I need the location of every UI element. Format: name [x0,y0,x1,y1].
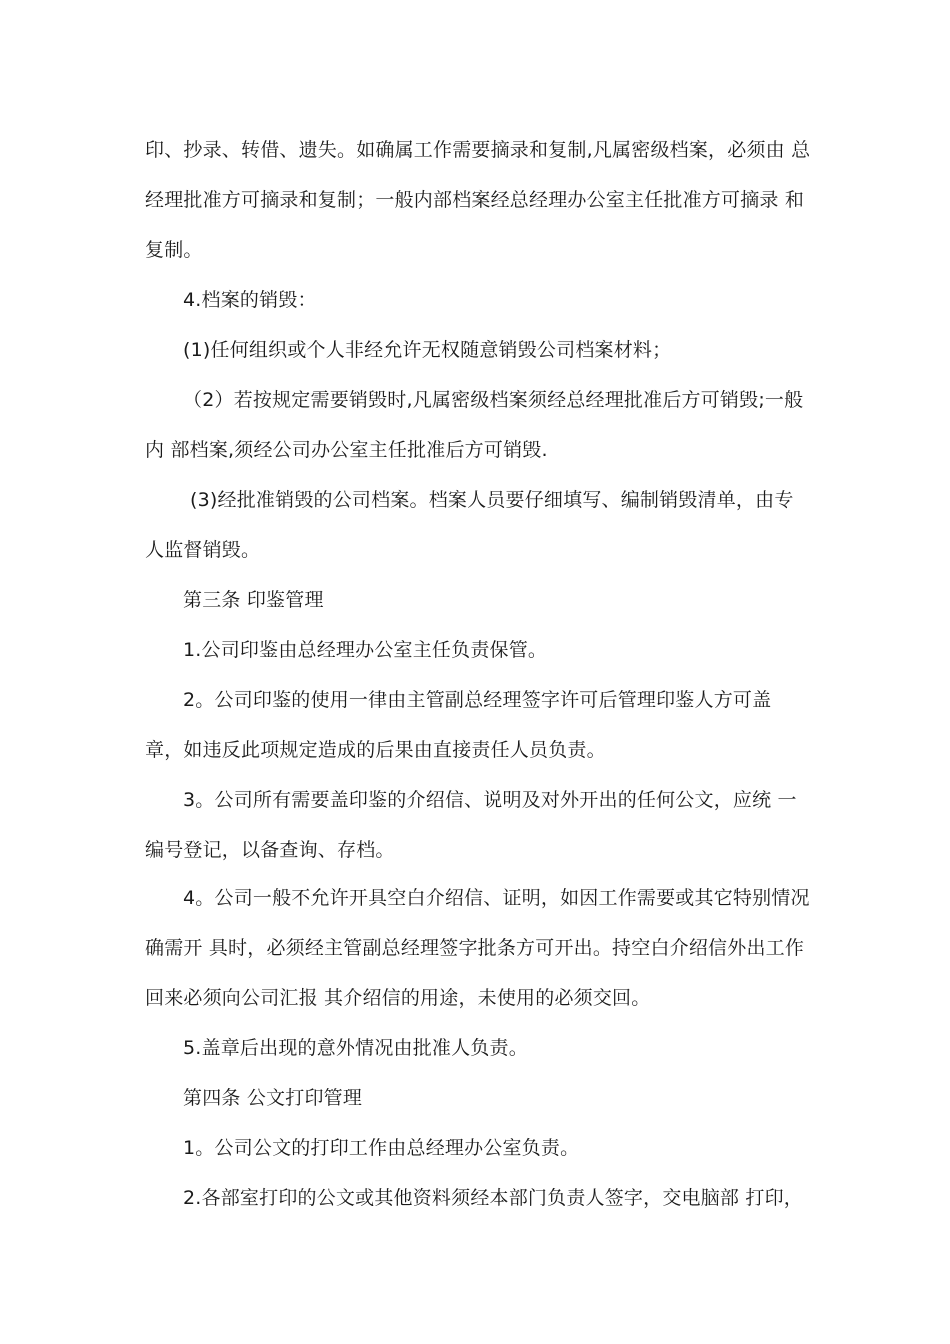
text-line: 确需开 具时，必须经主管副总经理签字批条方可开出。持空白介绍信外出工作 [145,937,805,959]
section-heading: 第三条 印鉴管理 [183,589,324,611]
text-line: 印、抄录、转借、遗失。如确属工作需要摘录和复制,凡属密级档案，必须由 总 [145,139,811,161]
text-line: 复制。 [145,239,203,261]
text-line: 回来必须向公司汇报 其介绍信的用途，未使用的必须交回。 [145,987,651,1009]
text-line: 4。公司一般不允许开具空白介绍信、证明，如因工作需要或其它特别情况 [183,887,810,909]
text-line: 3。公司所有需要盖印鉴的介绍信、说明及对外开出的任何公文，应统 一 [183,789,797,811]
text-line: (3)经批准销毁的公司档案。档案人员要仔细填写、编制销毁清单，由专 [190,489,794,511]
text-line: （2）若按规定需要销毁时,凡属密级档案须经总经理批准后方可销毁;一般 [183,389,804,411]
text-line: 5.盖章后出现的意外情况由批准人负责。 [183,1037,528,1059]
text-line: 经理批准方可摘录和复制；一般内部档案经总经理办公室主任批准方可摘录 和 [145,189,805,211]
text-line: 2.各部室打印的公文或其他资料须经本部门负责人签字，交电脑部 打印， [183,1187,803,1209]
text-line: 1。公司公文的打印工作由总经理办公室负责。 [183,1137,580,1159]
text-line: 章，如违反此项规定造成的后果由直接责任人员负责。 [145,739,606,761]
text-line: 编号登记，以备查询、存档。 [145,839,395,861]
text-line: 2。公司印鉴的使用一律由主管副总经理签字许可后管理印鉴人方可盖 [183,689,772,711]
text-line: 内 部档案,须经公司办公室主任批准后方可销毁. [145,439,548,461]
text-line: 1.公司印鉴由总经理办公室主任负责保管。 [183,639,548,661]
section-heading: 第四条 公文打印管理 [183,1087,363,1109]
text-line: 4.档案的销毁： [183,289,317,311]
text-line: (1)任何组织或个人非经允许无权随意销毁公司档案材料； [183,339,672,361]
text-line: 人监督销毁。 [145,539,261,561]
